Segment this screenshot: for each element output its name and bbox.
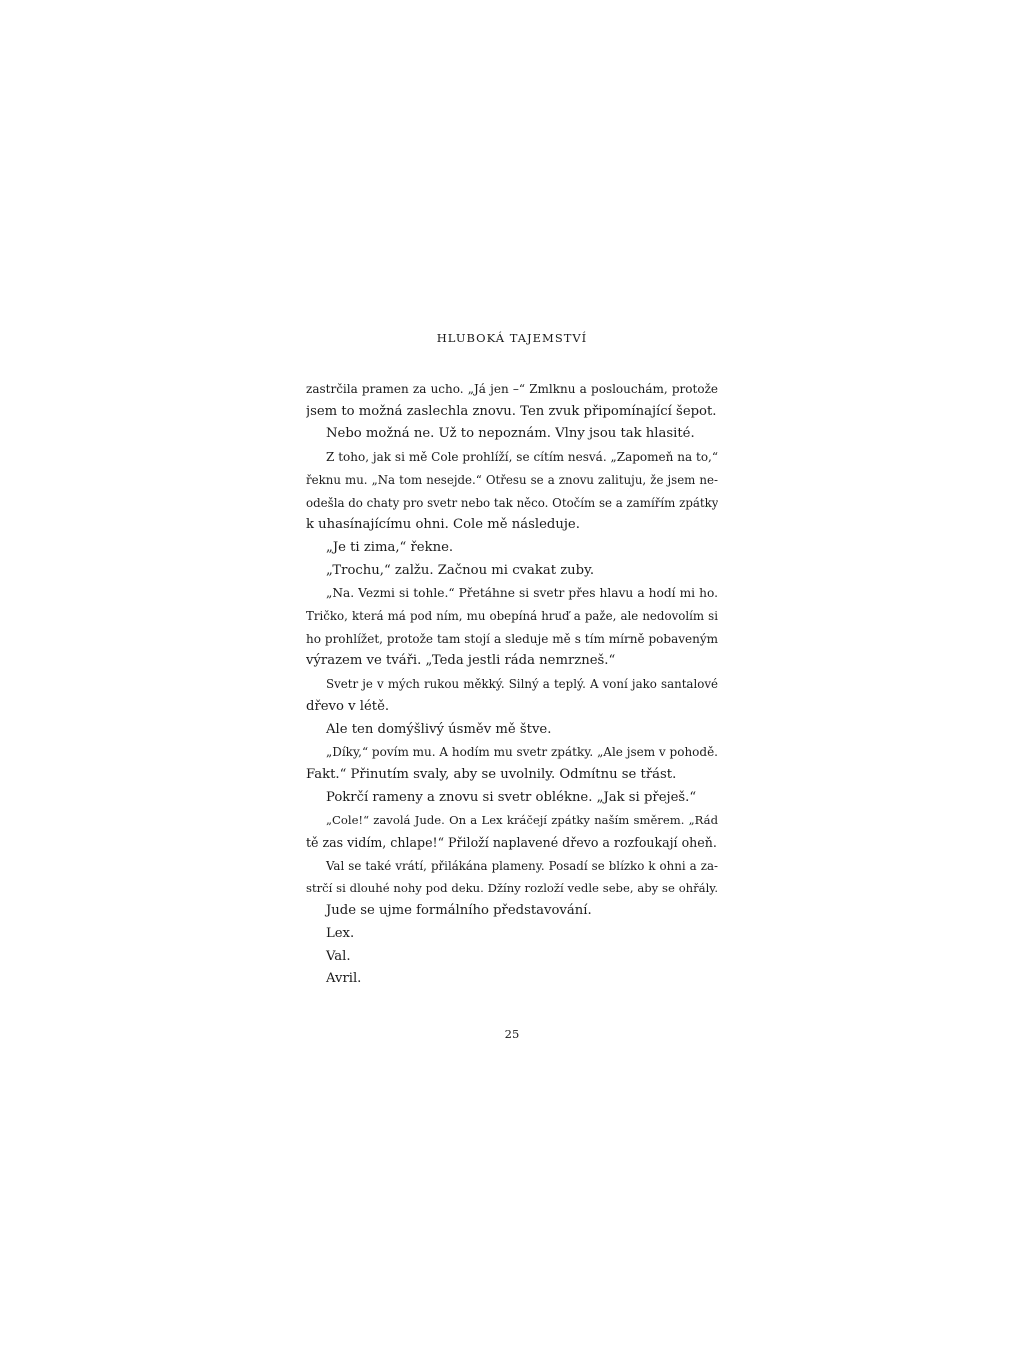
text-line: ho prohlížet, protože tam stojí a sleduje mě s tím mírně pobaveným	[306, 631, 718, 646]
text-line: „Na. Vezmi si tohle.“ Přetáhne si svetr přes hlavu a hodí mi ho.	[326, 586, 718, 601]
text-line: Tričko, která má pod ním, mu obepíná hruď a paže, ale nedovolím si	[306, 609, 718, 624]
text-line: Z toho, jak si mě Cole prohlíží, se cítím nesvá. „Zapomeň na to,“	[326, 450, 718, 465]
text-line: Val se také vrátí, přilákána plameny. Posadí se blízko k ohni a za-	[326, 858, 718, 873]
text-line: odešla do chaty pro svetr nebo tak něco. Otočím se a zamířím zpátky	[306, 495, 718, 510]
text-line: „Cole!“ zavolá Jude. On a Lex kráčejí zpátky naším směrem. „Rád	[326, 813, 718, 828]
text-line: Nebo možná ne. Už to nepoznám. Vlny jsou tak hlasité.	[326, 426, 695, 442]
text-line: Pokrčí rameny a znovu si svetr oblékne. „Jak si přeješ.“	[326, 789, 697, 805]
text-line: Lex.	[326, 925, 355, 941]
text-line: jsem to možná zaslechla znovu. Ten zvuk připomínající šepot.	[306, 403, 717, 419]
text-line: výrazem ve tváři. „Teda jestli ráda nemrzneš.“	[306, 653, 616, 669]
text-line: Ale ten domýšlivý úsměv mě štve.	[326, 721, 552, 737]
text-line: Val.	[326, 948, 351, 964]
text-line: zastrčila pramen za ucho. „Já jen –“ Zmlknu a poslouchám, protože	[306, 382, 718, 396]
text-line: „Trochu,“ zalžu. Začnou mi cvakat zuby.	[326, 562, 595, 578]
text-line: Fakt.“ Přinutím svaly, aby se uvolnily. Odmítnu se třást.	[306, 766, 677, 782]
text-line: Jude se ujme formálního představování.	[326, 903, 592, 919]
text-line: „Je ti zima,“ řekne.	[326, 539, 454, 555]
text-line: dřevo v létě.	[306, 698, 390, 714]
text-line: Svetr je v mých rukou měkký. Silný a teplý. A voní jako santalové	[326, 677, 718, 692]
body-text	[306, 378, 718, 991]
running-head: HLUBOKÁ TAJEMSTVÍ	[436, 331, 588, 345]
text-line: k uhasínajícímu ohni. Cole mě následuje.	[306, 517, 580, 533]
text-line: strčí si dlouhé nohy pod deku. Džíny rozloží vedle sebe, aby se ohřály.	[306, 881, 718, 896]
page-number: 25	[504, 1027, 520, 1041]
text-line: tě zas vidím, chlape!“ Přiloží naplavené dřevo a rozfoukají oheň.	[306, 835, 717, 851]
text-line: Avril.	[326, 971, 362, 987]
text-line: řeknu mu. „Na tom nesejde.“ Otřesu se a znovu zalituju, že jsem ne-	[306, 472, 718, 487]
text-line: „Díky,“ povím mu. A hodím mu svetr zpátky. „Ale jsem v pohodě.	[326, 745, 718, 760]
